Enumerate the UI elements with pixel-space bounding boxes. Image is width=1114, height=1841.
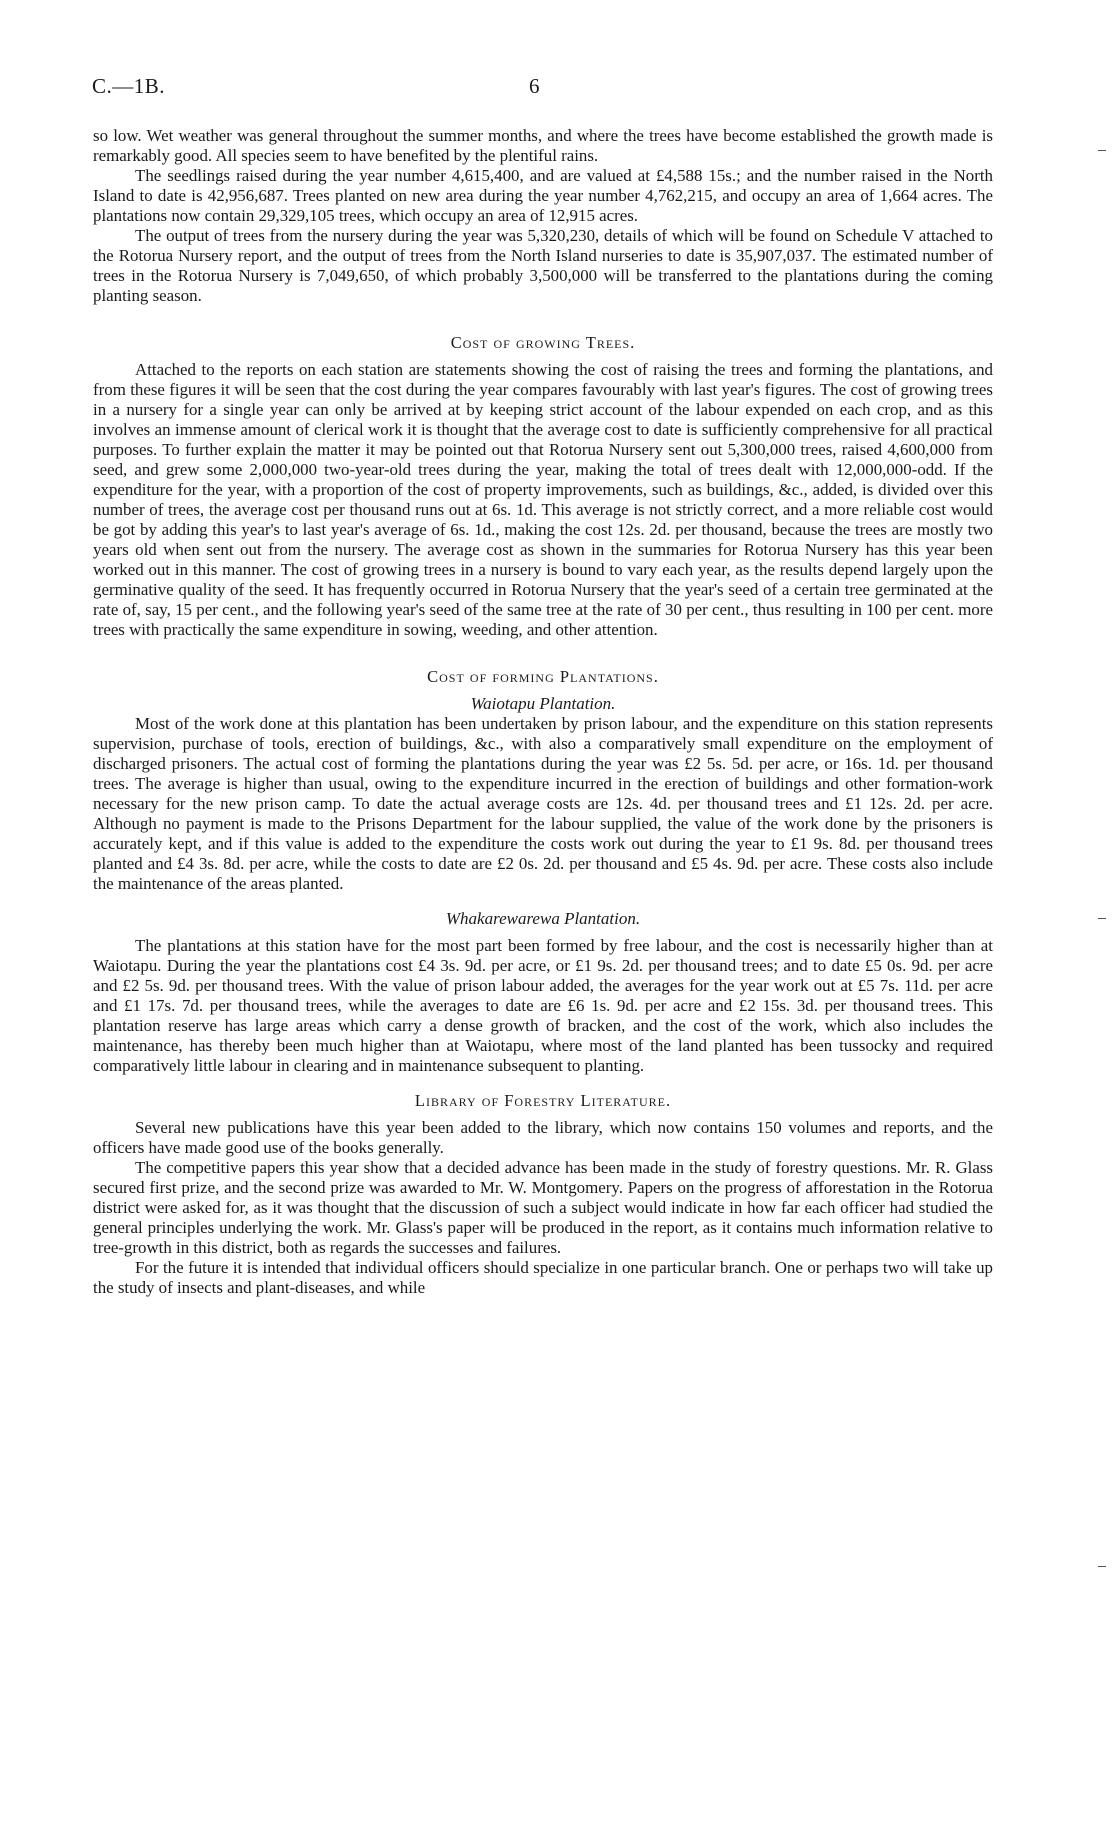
- paragraph-continued: so low. Wet weather was general throughout the summer months, and where the trees have become established the growth made is remarkably good. All species seem to have benefited by the plentiful rains.: [93, 126, 993, 165]
- section-heading-cost-growing-trees: Cost of growing Trees.: [450, 333, 636, 352]
- paragraph-nursery-output: The output of trees from the nursery during the year was 5,320,230, details of which will be found on Schedule V attached to the Rotorua Nursery report, and the output of trees from the North Island nurseries to date is 35,907,037. The estimated number of trees in the Rotorua Nursery is 7,049,650, of which probably 3,500,000 will be transferred to the plantations during the coming planting season.: [93, 226, 993, 305]
- page-number: 6: [529, 74, 540, 98]
- page-body: [93, 126, 993, 1298]
- margin-tick: [1098, 150, 1106, 151]
- paragraph-whakarewarewa: The plantations at this station have for the most part been formed by free labour, and the cost is necessarily higher than at Waiotapu. During the year the plantations cost £4 3s. 9d. per acre, or £1 9s. 2d. per thousand trees; and to date £5 0s. 9d. per acre and £2 5s. 9d. per thousand trees. With the value of prison labour added, the averages for the year work out at £5 7s. 11d. per acre and £1 17s. 7d. per thousand trees, while the averages to date are £6 1s. 9d. per acre and £2 15s. 3d. per thousand trees. This plantation reserve has large areas which carry a dense growth of bracken, and the cost of the work, which also includes the maintenance, has thereby been much higher than at Waiotapu, where most of the land planted has been tussocky and required comparatively little labour in clearing and in maintenance subsequent to planting.: [93, 936, 993, 1075]
- margin-tick: [1098, 1566, 1106, 1567]
- document-reference: C.—1B.: [92, 74, 166, 98]
- section-heading-library: Library of Forestry Literature.: [414, 1091, 672, 1110]
- paragraph-library-publications: Several new publications have this year been added to the library, which now contains 150 volumes and reports, and the officers have made good use of the books generally.: [93, 1118, 993, 1157]
- paragraph-waiotapu: Most of the work done at this plantation has been undertaken by prison labour, and the expenditure on this station represents supervision, purchase of tools, erection of buildings, &c., with also a comparatively small expenditure on the employment of discharged prisoners. The actual cost of forming the plantations during the year was £2 5s. 5d. per acre, or 16s. 1d. per thousand trees. The average is higher than usual, owing to the expenditure incurred in the erection of buildings and other formation-work necessary for the new prison camp. To date the actual average costs are 12s. 4d. per thousand trees and £1 12s. 2d. per acre. Although no payment is made to the Prisons Department for the labour supplied, the value of the work done by the prisoners is accurately kept, and if this value is added to the expenditure the costs work out during the year to £1 9s. 8d. per thousand trees planted and £4 3s. 8d. per acre, while the costs to date are £2 0s. 2d. per thousand and £5 4s. 9d. per acre. These costs also include the maintenance of the areas planted.: [93, 714, 993, 893]
- paragraph-competitive-papers: The competitive papers this year show that a decided advance has been made in the study of forestry questions. Mr. R. Glass secured first prize, and the second prize was awarded to Mr. W. Montgomery. Papers on the progress of afforestation in the Rotorua district were asked for, as it was thought that the discussion of such a subject would indicate in how far each officer had studied the general principles underlying the work. Mr. Glass's paper will be produced in the report, as it contains much information relative to tree-growth in this district, both as regards the successes and failures.: [93, 1158, 993, 1257]
- page-header: [92, 74, 1022, 104]
- section-heading-cost-forming-plantations: Cost of forming Plantations.: [427, 667, 659, 686]
- paragraph-specialization: For the future it is intended that individual officers should specialize in one particular branch. One or perhaps two will take up the study of insects and plant-diseases, and while: [93, 1258, 993, 1297]
- paragraph-cost-growing: Attached to the reports on each station are statements showing the cost of raising the trees and forming the plantations, and from these figures it will be seen that the cost during the year compares favourably with last year's figures. The cost of growing trees in a nursery for a single year can only be arrived at by keeping strict account of the labour expended on each crop, and as this involves an immense amount of clerical work it is thought that the average cost to date is sufficiently comprehensive for all practical purposes. To further explain the matter it may be pointed out that Rotorua Nursery sent out 5,300,000 trees, raised 4,600,000 from seed, and grew some 2,000,000 two-year-old trees during the year, making the total of trees dealt with 12,000,000-odd. If the expenditure for the year, with a proportion of the cost of property improvements, such as buildings, &c., added, is divided over this number of trees, the average cost per thousand runs out at 6s. 1d. This average is not strictly correct, and a more reliable cost would be got by adding this year's to last year's average of 6s. 1d., making the cost 12s. 2d. per thousand, because the trees are mostly two years old when sent out from the nursery. The average cost as shown in the summaries for Rotorua Nursery has this year been worked out in this manner. The cost of growing trees in a nursery is bound to vary each year, as the results depend largely upon the germinative quality of the seed. It has frequently occurred in Rotorua Nursery that the year's seed of a certain tree germinated at the rate of, say, 15 per cent., and the following year's seed of the same tree at the rate of 30 per cent., thus resulting in 100 per cent. more trees with practically the same expenditure in sowing, weeding, and other attention.: [93, 360, 993, 639]
- paragraph-seedlings: The seedlings raised during the year number 4,615,400, and are valued at £4,588 15s.; and the number raised in the North Island to date is 42,956,687. Trees planted on new area during the year number 4,762,215, and occupy an area of 1,664 acres. The plantations now contain 29,329,105 trees, which occupy an area of 12,915 acres.: [93, 166, 993, 225]
- subheading-waiotapu: Waiotapu Plantation.: [470, 694, 616, 713]
- subheading-whakarewarewa: Whakarewarewa Plantation.: [445, 909, 641, 928]
- margin-tick: [1098, 918, 1106, 919]
